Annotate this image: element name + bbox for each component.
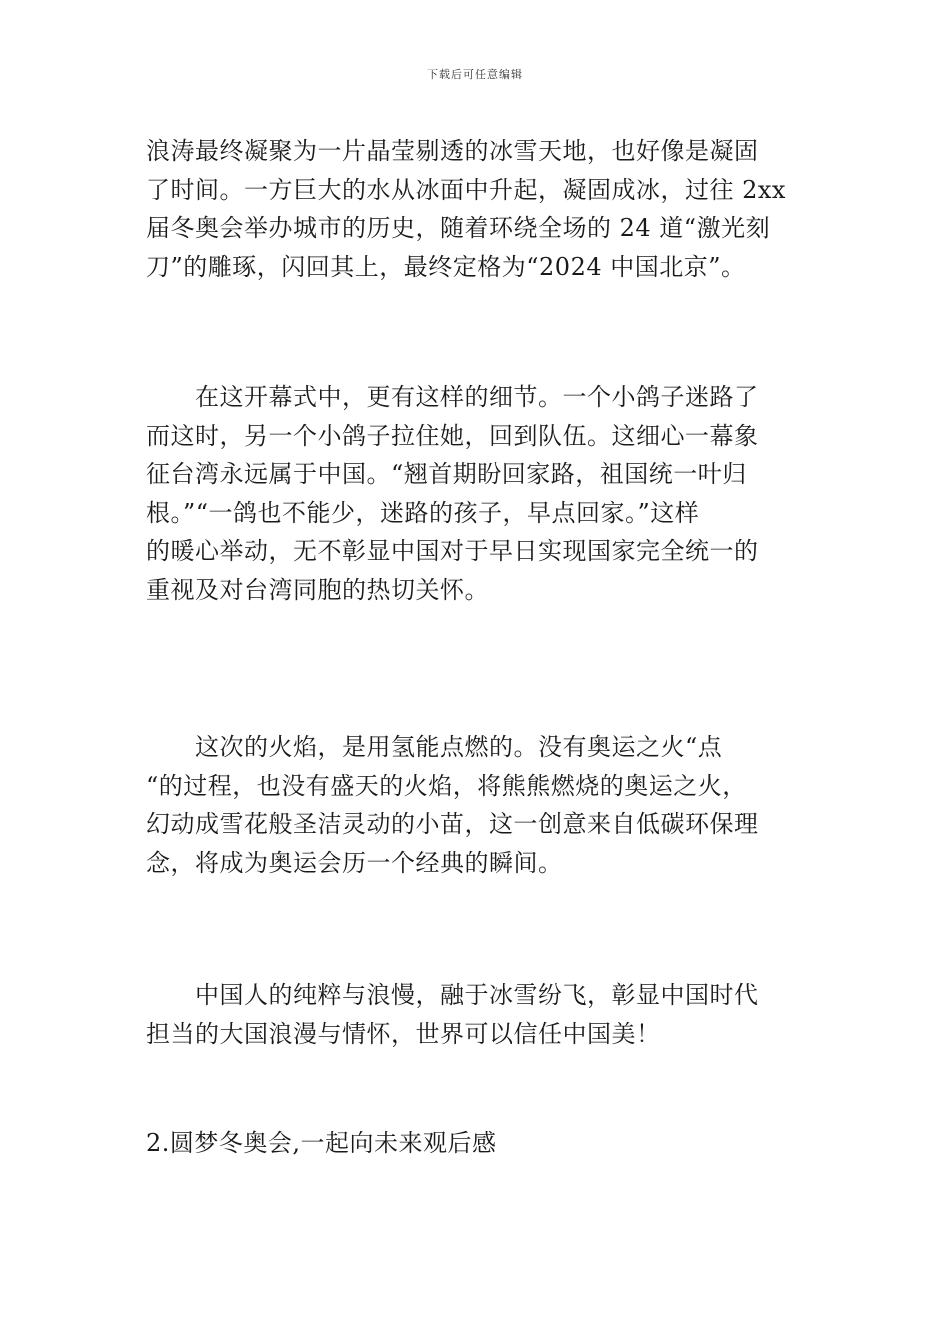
- text-line: 浪涛最终凝聚为一片晶莹剔透的冰雪天地，也好像是凝固: [146, 137, 759, 165]
- text-line: 念，将成为奥运会历一个经典的瞬间。: [146, 848, 563, 877]
- text-line: 届冬奥会举办城市的历史，随着环绕全场的 24 道“激光刻: [146, 214, 771, 242]
- text-line: 重视及对台湾同胞的热切关怀。: [146, 575, 489, 604]
- paragraph-1: [146, 132, 810, 286]
- text-line: 的暖心举动，无不彰显中国对于早日实现国家完全统一的: [146, 537, 759, 565]
- text-line: 征台湾永远属于中国。“翘首期盼回家路，祖国统一叶归: [146, 460, 747, 488]
- paragraph-2: [146, 378, 810, 609]
- page-header: 下载后可任意编辑: [427, 68, 523, 81]
- text-line: 这次的火焰，是用氢能点燃的。没有奥运之火“点: [146, 733, 723, 761]
- text-line: 刀”的雕琢，闪回其上，最终定格为“2024 中国北京”。: [146, 252, 746, 281]
- section-heading: [146, 1124, 810, 1163]
- paragraph-4: [146, 976, 810, 1053]
- heading-line: 2.圆梦冬奥会,一起向未来观后感: [146, 1129, 497, 1157]
- text-line: 在这开幕式中，更有这样的细节。一个小鸽子迷路了: [146, 383, 759, 411]
- text-line: 根。”“一鸽也不能少，迷路的孩子，早点回家。”这样: [146, 498, 700, 527]
- text-line: 幻动成雪花般圣洁灵动的小苗，这一创意来自低碳环保理: [146, 810, 759, 838]
- paragraph-3: [146, 728, 810, 882]
- text-line: 担当的大国浪漫与情怀，世界可以信任中国美！: [146, 1019, 661, 1048]
- text-line: 而这时，另一个小鸽子拉住她，回到队伍。这细心一幕象: [146, 421, 759, 450]
- text-line: 了时间。一方巨大的水从冰面中升起，凝固成冰，过往 2xx: [146, 175, 786, 204]
- text-line: “的过程，也没有盛天的火焰，将熊熊燃烧的奥运之火，: [146, 771, 747, 800]
- text-line: 中国人的纯粹与浪慢，融于冰雪纷飞，彰显中国时代: [146, 981, 759, 1009]
